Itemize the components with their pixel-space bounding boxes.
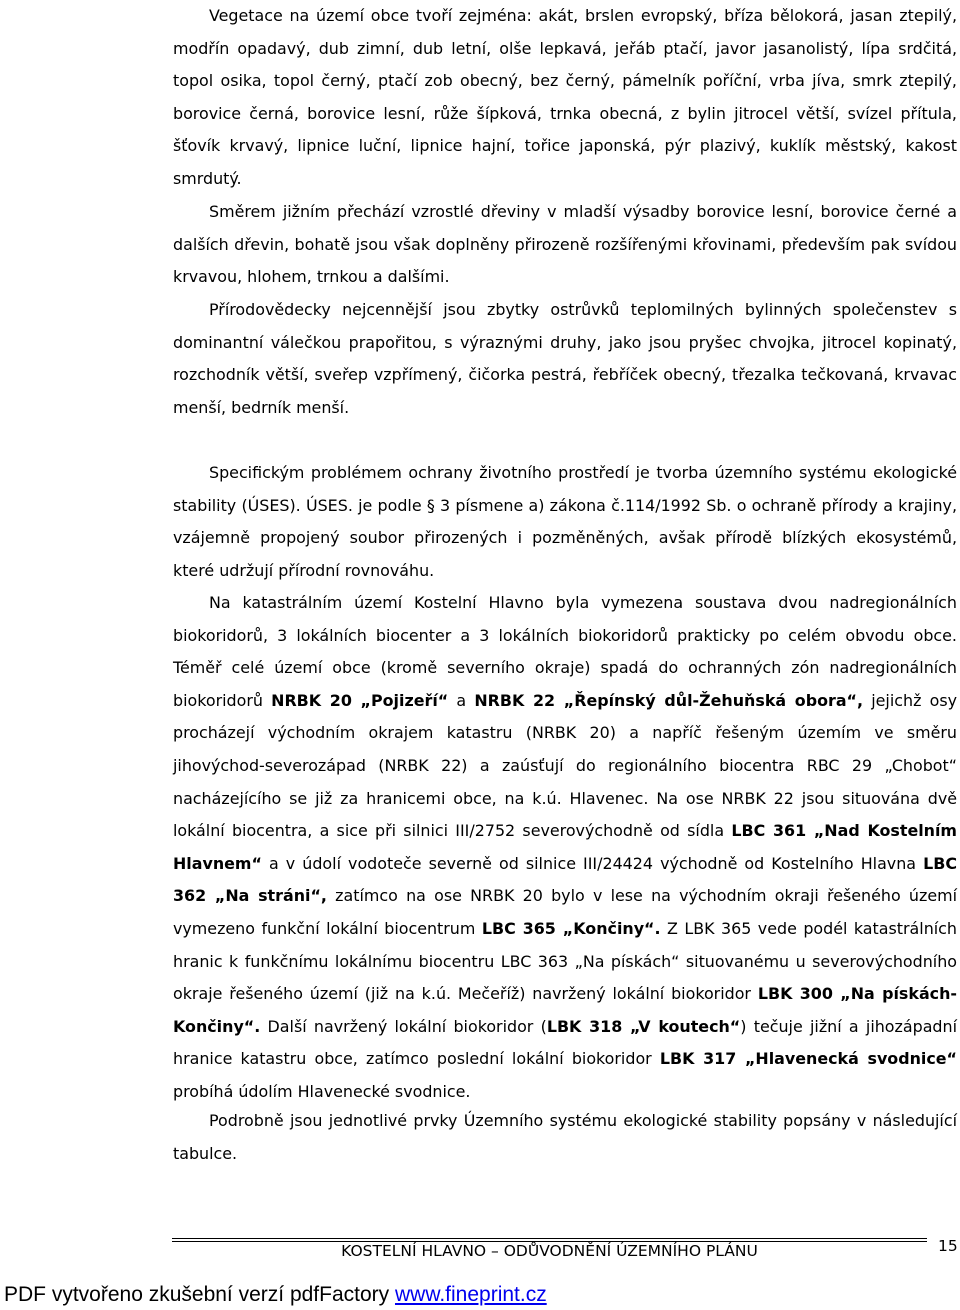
text-run: ) tečuje jižní a jihozápadní hranice katastru obce, zatímco poslední lokální biokoridor [173,1016,958,1069]
page-number: 15 [938,1237,958,1255]
footer-divider [172,1238,927,1239]
text-run: probíhá údolím Hlavenecké svodnice. [173,1081,471,1101]
paragraph-natural-value: Přírodovědecky nejcennější jsou zbytky ostrůvků teplomilných bylinných společenstev s dominantní válečkou prapořitou, s výraznými druhy, jako jsou pryšec chvojka, jitrocel kopinatý, rozchodník větší, sveřep vzpřímený, čičorka pestrá, řebříček obecný, třezalka tečkovaná, krvavac menší, bedrník menší. [173,300,957,417]
text-run: jejichž osy procházejí východním okrajem katastru (NRBK 20) a napříč řešeným územím ve směru jihovýchod-severozápad (NRBK 22) a zaúsťují do regionálního biocentra RBC 29 „Chobot“ nacházejícího se již za hranicemi obce, na k.ú. Hlavenec. Na ose NRBK 22 jsou situována dvě lokální biocentra, a sice při silnici III/2752 severovýchodně od sídla [173,690,958,841]
paragraph-vegetation: Vegetace na území obce tvoří zejména: akát, brslen evropský, bříza bělokorá, jasan ztepilý, modřín opadavý, dub zimní, dub letní, olše lepkavá, jeřáb ptačí, javor jasanolistý, lípa srdčitá, topol osika, topol černý, ptačí zob obecný, bez černý, pámelník poříční, vrba jíva, smrk ztepilý, borovice černá, borovice lesní, růže šípková, trnka obecná, z bylin jitrocel větší, svízel přítula, šťovík krvavý, lipnice luční, lipnice hajní, tořice japonská, pýr plazivý, kuklík městský, kakost smrdutý. [173,6,957,188]
text-run: Další navržený lokální biokoridor ( [260,1016,547,1036]
bold-lbc-362: LBC 362 „Na stráni“, [173,853,957,906]
pdf-factory-banner [4,1280,547,1310]
bold-lbc-361: LBC 361 „Nad Kostelním Hlavnem“ [173,821,957,873]
footer-title: KOSTELNÍ HLAVNO – ODŮVODNĚNÍ ÚZEMNÍHO PLÁNU [341,1242,758,1260]
fineprint-link[interactable]: www.fineprint.cz [394,1283,547,1306]
bold-lbc-365: LBC 365 „Končiny“. [481,918,661,938]
paragraph-uses-definition: Specifickým problémem ochrany životního prostředí je tvorba územního systému ekologické stability (ÚSES). ÚSES. je podle § 3 písmene a) zákona č.114/1992 Sb. o ochraně přírody a krajiny, vzájemně propojený soubor přirozených i pozměněných, avšak přírodě blízkých ekosystémů, které udržují přírodní rovnováhu. [173,463,957,580]
paragraph-biocorridors [173,587,957,1109]
text-run: a [448,690,475,710]
bold-nrbk-22: NRBK 22 „Řepínský důl-Žehuňská obora“, [474,690,864,710]
banner-text: PDF vytvořeno zkušební verzí pdfFactory [4,1283,395,1306]
paragraph-southern-trees: Směrem jižním přechází vzrostlé dřeviny v mladší výsadby borovice lesní, borovice černé a dalších dřevin, bohatě jsou však doplněny přirozeně rozšířenými křovinami, především pak svídou krvavou, hlohem, trnkou a dalšími. [173,202,957,287]
text-run: Z LBK 365 vede podél katastrálních hranic k funkčnímu lokálnímu biocentru LBC 363 „Na pískách“ situovanému u severovýchodního okraje řešeného území (již na k.ú. Mečeříž) navržený lokální biokoridor [173,918,957,1004]
text-run: zatímco na ose NRBK 20 bylo v lese na východním okraji řešeného území vymezeno funkční lokální biocentrum [173,886,957,938]
bold-lbk-300: LBK 300 „Na pískách-Končiny“. [173,984,957,1036]
bold-lbk-318: LBK 318 „V koutech“ [546,1016,741,1036]
paragraph-table-reference: Podrobně jsou jednotlivé prvky Územního systému ekologické stability popsány v následující tabulce. [173,1111,957,1163]
text-run: Na katastrálním území Kostelní Hlavno byla vymezena soustava dvou nadregionálních biokoridorů, 3 lokálních biocenter a 3 lokálních biokoridorů prakticky po celém obvodu obce. Téměř celé území obce (kromě severního okraje) spadá do ochranných zón nadregionálních biokoridorů [173,593,957,710]
text-run: a v údolí vodoteče severně od silnice III/24424 východně od Kostelního Hlavna [261,853,924,873]
bold-lbk-317: LBK 317 „Hlavenecká svodnice“ [659,1049,957,1069]
bold-nrbk-20: NRBK 20 „Pojizeří“ [271,690,449,710]
